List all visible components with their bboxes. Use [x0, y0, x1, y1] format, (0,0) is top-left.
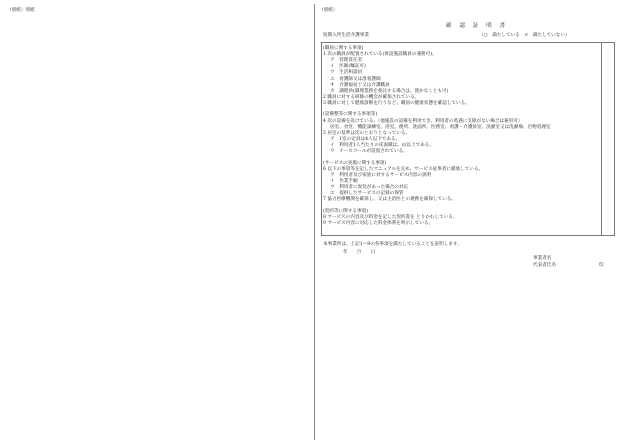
- checklist-subitem: 居室、食堂、機能訓練室、浴室、便所、洗面所、医務室、看護・介護員室、洗濯室又は洗濯場、汚物処理室: [330, 124, 551, 130]
- section-heading: (サービスの実施に関する事項): [323, 160, 387, 166]
- checklist-item: 8 サービスの内容及び料金を記した契約書を とりかわしている。: [323, 214, 458, 220]
- representative-label: 代表者氏名: [533, 263, 556, 268]
- checklist-subitem: イ 作業手順: [330, 178, 358, 184]
- checklist-subitem: エ 看護師又は准看護師: [330, 76, 381, 82]
- office-name-label: 事業者名: [533, 256, 552, 261]
- checklist-subitem: イ 医師(嘱託可): [330, 64, 366, 70]
- checklist-subitem: ア 管理責任者: [330, 58, 363, 64]
- checklist-subitem: エ 提供したサービスの記録の保管: [330, 191, 404, 197]
- seal-mark: 印: [599, 263, 604, 268]
- section-heading: (職員に関する事項): [323, 46, 364, 51]
- section-heading: (契約等に関する事項): [323, 208, 368, 214]
- certification-statement: 本事業所は、上記1〜9の各事項を満たしていることを証明します。: [323, 242, 462, 247]
- checklist-subitem: ア 1室の定員は4人以下である。: [330, 136, 401, 142]
- status-legend: （○ 満たしている × 満たしていない）: [479, 33, 570, 38]
- check-column-divider: [601, 42, 602, 236]
- left-page-header: （別紙）別紙: [7, 8, 35, 13]
- date-line: 年 月 日: [343, 250, 376, 255]
- checklist-item: 2 職員に対する研修の機会が確保されている。: [323, 94, 420, 100]
- checklist-item: 7 協力医療機関を確保し、又は主治医との連携を確保している。: [323, 197, 457, 203]
- right-page-header: （別紙）: [319, 8, 338, 13]
- checklist-item: 9 サービス内容に対応した料金体系を明示している。: [323, 221, 434, 227]
- checklist-subitem: イ 利用者1人当たりの床面積は、㎡以上である。: [330, 142, 434, 148]
- checklist-item: 1 次の職員が配置されている(併設施設職員の兼務可)。: [323, 52, 437, 58]
- document-title: 確 認 証 明 書: [446, 23, 509, 29]
- checklist-subitem: ウ 生活相談員: [330, 70, 363, 76]
- checklist-subitem: オ 介護福祉士又は介護職員: [330, 82, 390, 88]
- checklist-subitem: ウ 利用者に異変があった場合の対応: [330, 185, 409, 191]
- checklist-subitem: ウ ナースコールが設置されている。: [330, 149, 408, 155]
- checklist-item: 5 居室の基準は次のとおりとなっている。: [323, 130, 411, 136]
- checklist-subitem: ア 利用者及び家族に対するサービス内容の説明: [330, 172, 432, 178]
- office-type-label: 短期入所生活介護事業: [323, 33, 369, 38]
- left-page: [0, 0, 314, 442]
- section-heading: (設備整等に関する事項等): [323, 112, 378, 118]
- checklist-subitem: カ 調理員(調理業務を委託する場合は、置かなくとも可): [330, 88, 449, 94]
- checklist-item: 3 職員に対して健康診断を行うなど、職員の健康状態を確認している。: [323, 100, 470, 106]
- checklist-item: 4 次の設備を設けている。（他施設の設備を利用でき、利用者の処遇に支障がない場合は兼用可）: [323, 118, 523, 124]
- checklist-item: 6 以下の事項等を記したマニュアルを定め、サービス従事者に徹底している。: [323, 166, 484, 172]
